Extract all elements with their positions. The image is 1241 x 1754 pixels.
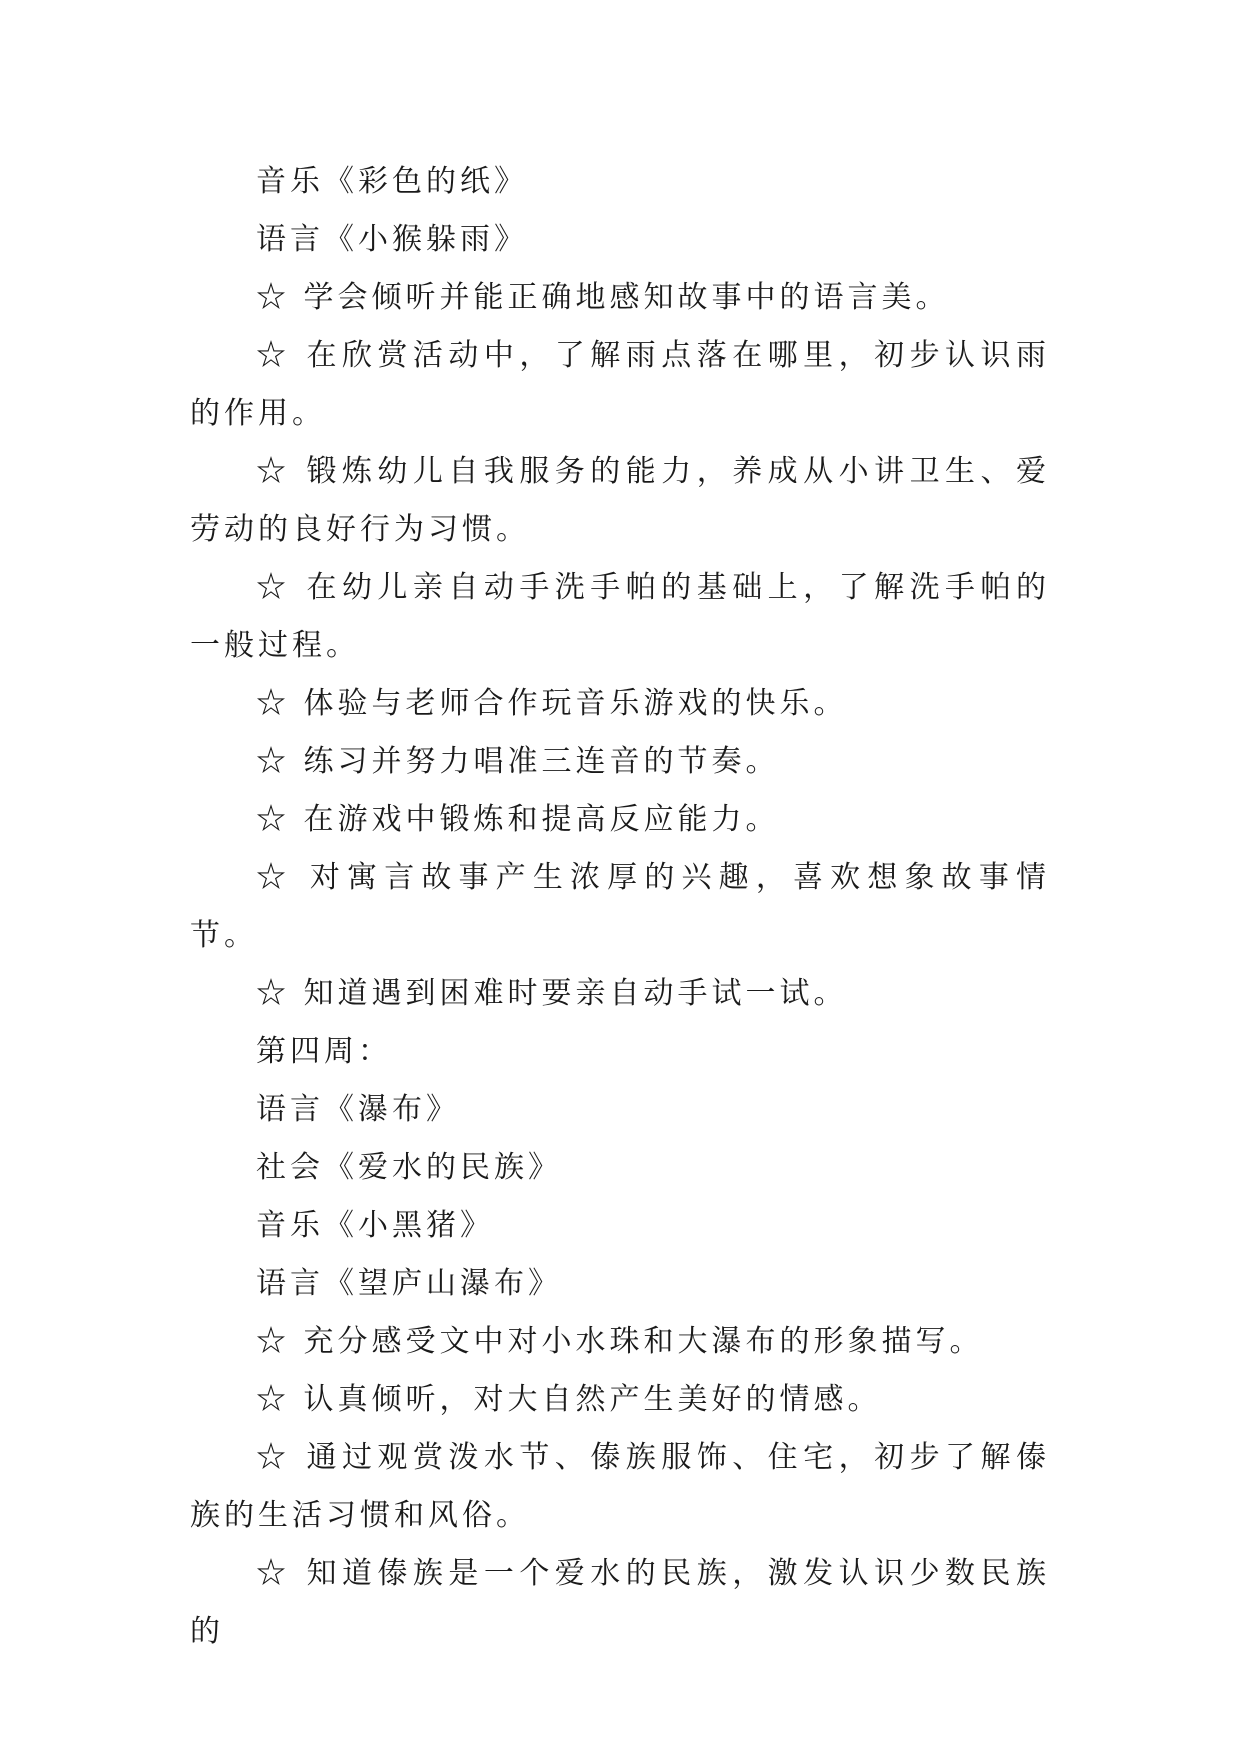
paragraph-goal-triplet-rhythm: ☆ 练习并努力唱准三连音的节奏。 <box>256 744 780 779</box>
paragraph-goal-raindrops: ☆ 在欣赏活动中，了解雨点落在哪里，初步认识雨的作用。 <box>190 338 1050 431</box>
paragraph-goal-dai-water: ☆ 知道傣族是一个爱水的民族，激发认识少数民族的 <box>190 1556 1050 1649</box>
paragraph-goal-music-game: ☆ 体验与老师合作玩音乐游戏的快乐。 <box>256 686 848 721</box>
paragraph-goal-nature: ☆ 认真倾听，对大自然产生美好的情感。 <box>256 1382 882 1417</box>
paragraph-lesson-music-black-pig: 音乐《小黑猪》 <box>256 1208 494 1243</box>
paragraph-lesson-language-monkey: 语言《小猴躲雨》 <box>256 222 528 257</box>
paragraph-goal-handkerchief: ☆ 在幼儿亲自动手洗手帕的基础上，了解洗手帕的一般过程。 <box>190 570 1050 663</box>
paragraph-goal-dai-customs: ☆ 通过观赏泼水节、傣族服饰、住宅，初步了解傣族的生活习惯和风俗。 <box>190 1440 1050 1533</box>
paragraph-goal-imagery: ☆ 充分感受文中对小水珠和大瀑布的形象描写。 <box>256 1324 984 1359</box>
paragraph-goal-reaction: ☆ 在游戏中锻炼和提高反应能力。 <box>256 802 780 837</box>
paragraph-lesson-music-colored-paper: 音乐《彩色的纸》 <box>256 164 528 199</box>
paragraph-lesson-language-lushan: 语言《望庐山瀑布》 <box>256 1266 562 1301</box>
paragraph-lesson-language-waterfall: 语言《瀑布》 <box>256 1092 460 1127</box>
paragraph-goal-self-service: ☆ 锻炼幼儿自我服务的能力，养成从小讲卫生、爱劳动的良好行为习惯。 <box>190 454 1050 547</box>
document-body <box>190 153 1050 1661</box>
paragraph-goal-fable: ☆ 对寓言故事产生浓厚的兴趣，喜欢想象故事情节。 <box>190 860 1050 953</box>
paragraph-lesson-society-water-people: 社会《爱水的民族》 <box>256 1150 562 1185</box>
paragraph-goal-try-yourself: ☆ 知道遇到困难时要亲自动手试一试。 <box>256 976 848 1011</box>
section-heading-week-four: 第四周： <box>256 1034 392 1069</box>
paragraph-goal-listening: ☆ 学会倾听并能正确地感知故事中的语言美。 <box>256 280 950 315</box>
